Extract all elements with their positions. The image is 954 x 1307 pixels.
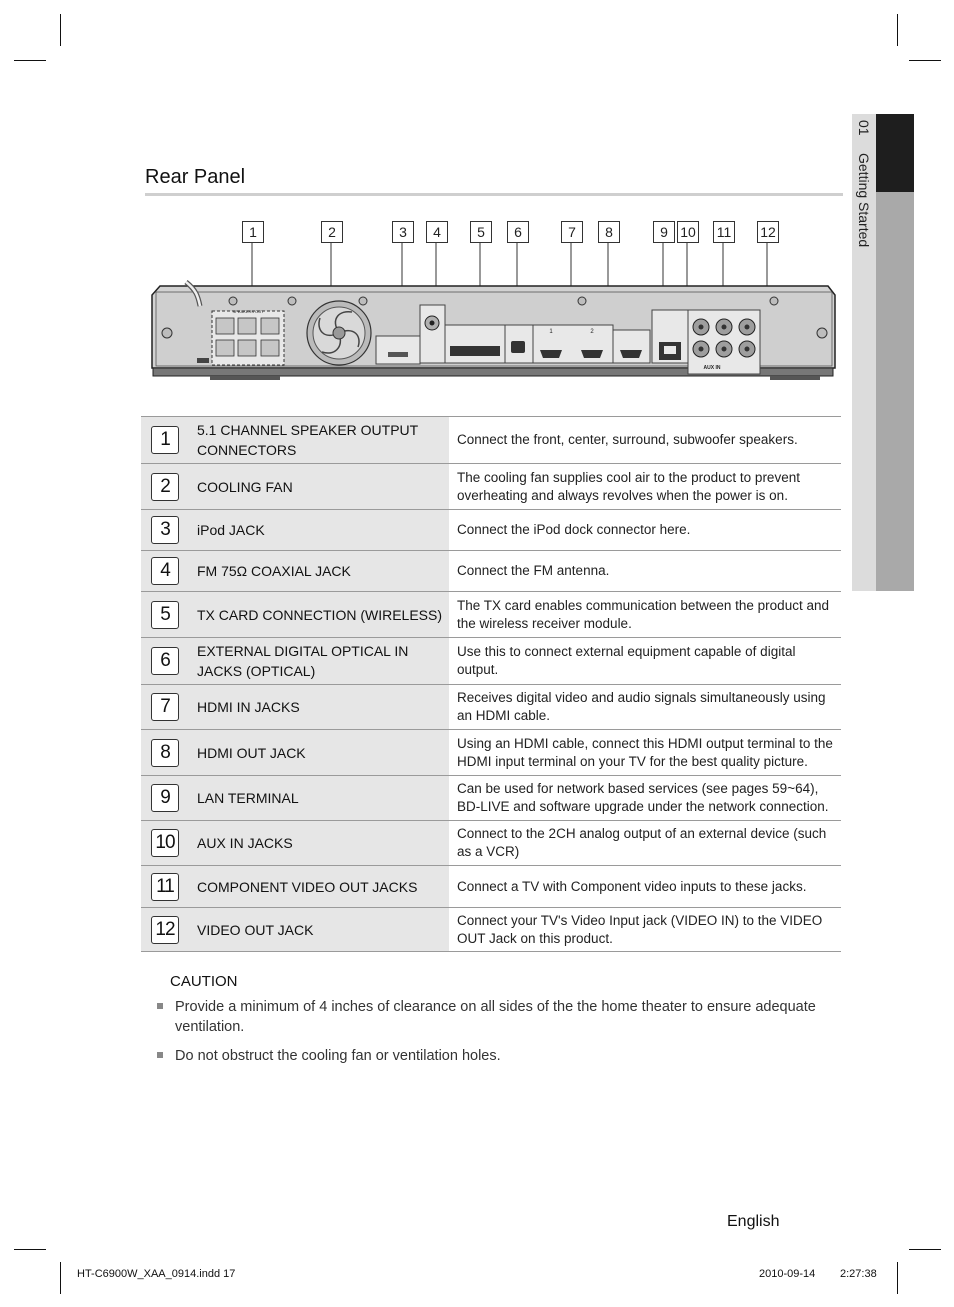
callout-5: 5 (470, 221, 492, 243)
item-number: 11 (151, 873, 179, 901)
item-number: 1 (151, 426, 179, 454)
callout-11: 11 (713, 221, 735, 243)
table-row (141, 638, 841, 685)
item-name: VIDEO OUT JACK (189, 908, 449, 952)
item-name: LAN TERMINAL (189, 776, 449, 821)
item-description: The TX card enables communication between the product and the wireless receiver module. (457, 597, 829, 631)
item-name: FM 75Ω COAXIAL JACK (189, 551, 449, 592)
footer-time: 2:27:38 (840, 1268, 877, 1280)
footer-date: 2010-09-14 (759, 1268, 816, 1280)
table-row (141, 730, 841, 776)
callout-9: 9 (653, 221, 675, 243)
crop-mark (909, 1249, 941, 1250)
table-row (141, 592, 841, 638)
hdmi-in-2-label: 2 (590, 329, 594, 335)
item-name: 5.1 CHANNEL SPEAKER OUTPUT CONNECTORS (189, 417, 449, 464)
side-tab-number: 01 (856, 120, 872, 136)
caution-title: CAUTION (170, 973, 238, 990)
table-row (141, 464, 841, 510)
table-row (141, 776, 841, 821)
callout-2: 2 (321, 221, 343, 243)
item-number: 4 (151, 557, 179, 585)
item-description: Can be used for network based services (see pages 59~64), BD-LIVE and software upgrade under the network connection. (457, 781, 829, 814)
rear-panel-items-table (141, 416, 841, 952)
item-description: Connect your TV's Video Input jack (VIDEO IN) to the VIDEO OUT Jack on this product. (457, 912, 823, 946)
bullet-square-icon (157, 1003, 163, 1009)
item-name: AUX IN JACKS (189, 821, 449, 866)
language-label: English (727, 1213, 780, 1230)
item-name: COMPONENT VIDEO OUT JACKS (189, 866, 449, 908)
table-row (141, 551, 841, 592)
table-row (141, 510, 841, 551)
bullet-square-icon (157, 1052, 163, 1058)
rear-panel-illustration (0, 0, 954, 400)
table-row (141, 866, 841, 908)
speaker-out-label: SPEAKERS OUT (232, 309, 264, 314)
item-description: Connect the front, center, surround, subwoofer speakers. (457, 432, 798, 447)
callout-8: 8 (598, 221, 620, 243)
item-number: 5 (151, 601, 179, 629)
caution-bullet (157, 997, 837, 1037)
item-number: 10 (151, 829, 179, 857)
table-row (141, 908, 841, 952)
table-row (141, 685, 841, 730)
item-name: COOLING FAN (189, 464, 449, 510)
item-description: Receives digital video and audio signals simultaneously using an HDMI cable. (457, 690, 826, 723)
side-tab-label: Getting Started (856, 153, 872, 248)
item-description: Connect the iPod dock connector here. (457, 522, 691, 537)
hdmi-in-1-label: 1 (549, 329, 553, 335)
crop-mark (60, 1262, 61, 1294)
item-description: Using an HDMI cable, connect this HDMI output terminal to the HDMI input terminal on your TV for the best quality picture. (457, 735, 833, 769)
callout-6: 6 (507, 221, 529, 243)
section-title: Rear Panel (145, 166, 246, 188)
aux-in-label: AUX IN (703, 365, 721, 371)
callout-12: 12 (757, 221, 779, 243)
caution-bullet (157, 1046, 837, 1066)
callout-7: 7 (561, 221, 583, 243)
table-row (141, 821, 841, 866)
table-row (141, 417, 841, 464)
item-description: Connect to the 2CH analog output of an external device (such as a VCR) (457, 826, 827, 859)
item-number: 2 (151, 473, 179, 501)
item-name: HDMI IN JACKS (189, 685, 449, 730)
item-description: Connect the FM antenna. (457, 563, 610, 578)
item-number: 6 (151, 647, 179, 675)
item-name: TX CARD CONNECTION (WIRELESS) (189, 592, 449, 638)
item-name: HDMI OUT JACK (189, 730, 449, 776)
item-number: 8 (151, 739, 179, 767)
item-name: EXTERNAL DIGITAL OPTICAL IN JACKS (OPTICAL) (189, 638, 449, 685)
caution-bullet-text: Do not obstruct the cooling fan or ventilation holes. (175, 1048, 501, 1064)
item-name: iPod JACK (189, 510, 449, 551)
item-description: The cooling fan supplies cool air to the product to prevent overheating and always revolves when the power is on. (457, 469, 800, 503)
callout-3: 3 (392, 221, 414, 243)
footer-file: HT-C6900W_XAA_0914.indd 17 (77, 1268, 236, 1280)
item-number: 7 (151, 693, 179, 721)
item-number: 12 (151, 916, 179, 944)
callout-4: 4 (426, 221, 448, 243)
item-description: Connect a TV with Component video inputs to these jacks. (457, 878, 807, 894)
callout-1: 1 (242, 221, 264, 243)
crop-mark (14, 1249, 46, 1250)
crop-mark (897, 1262, 898, 1294)
item-description: Use this to connect external equipment capable of digital output. (457, 644, 796, 677)
item-number: 9 (151, 784, 179, 812)
callout-10: 10 (677, 221, 699, 243)
item-number: 3 (151, 516, 179, 544)
caution-bullet-text: Provide a minimum of 4 inches of clearance on all sides of the the home theater to ensure adequate ventilation. (175, 999, 816, 1035)
